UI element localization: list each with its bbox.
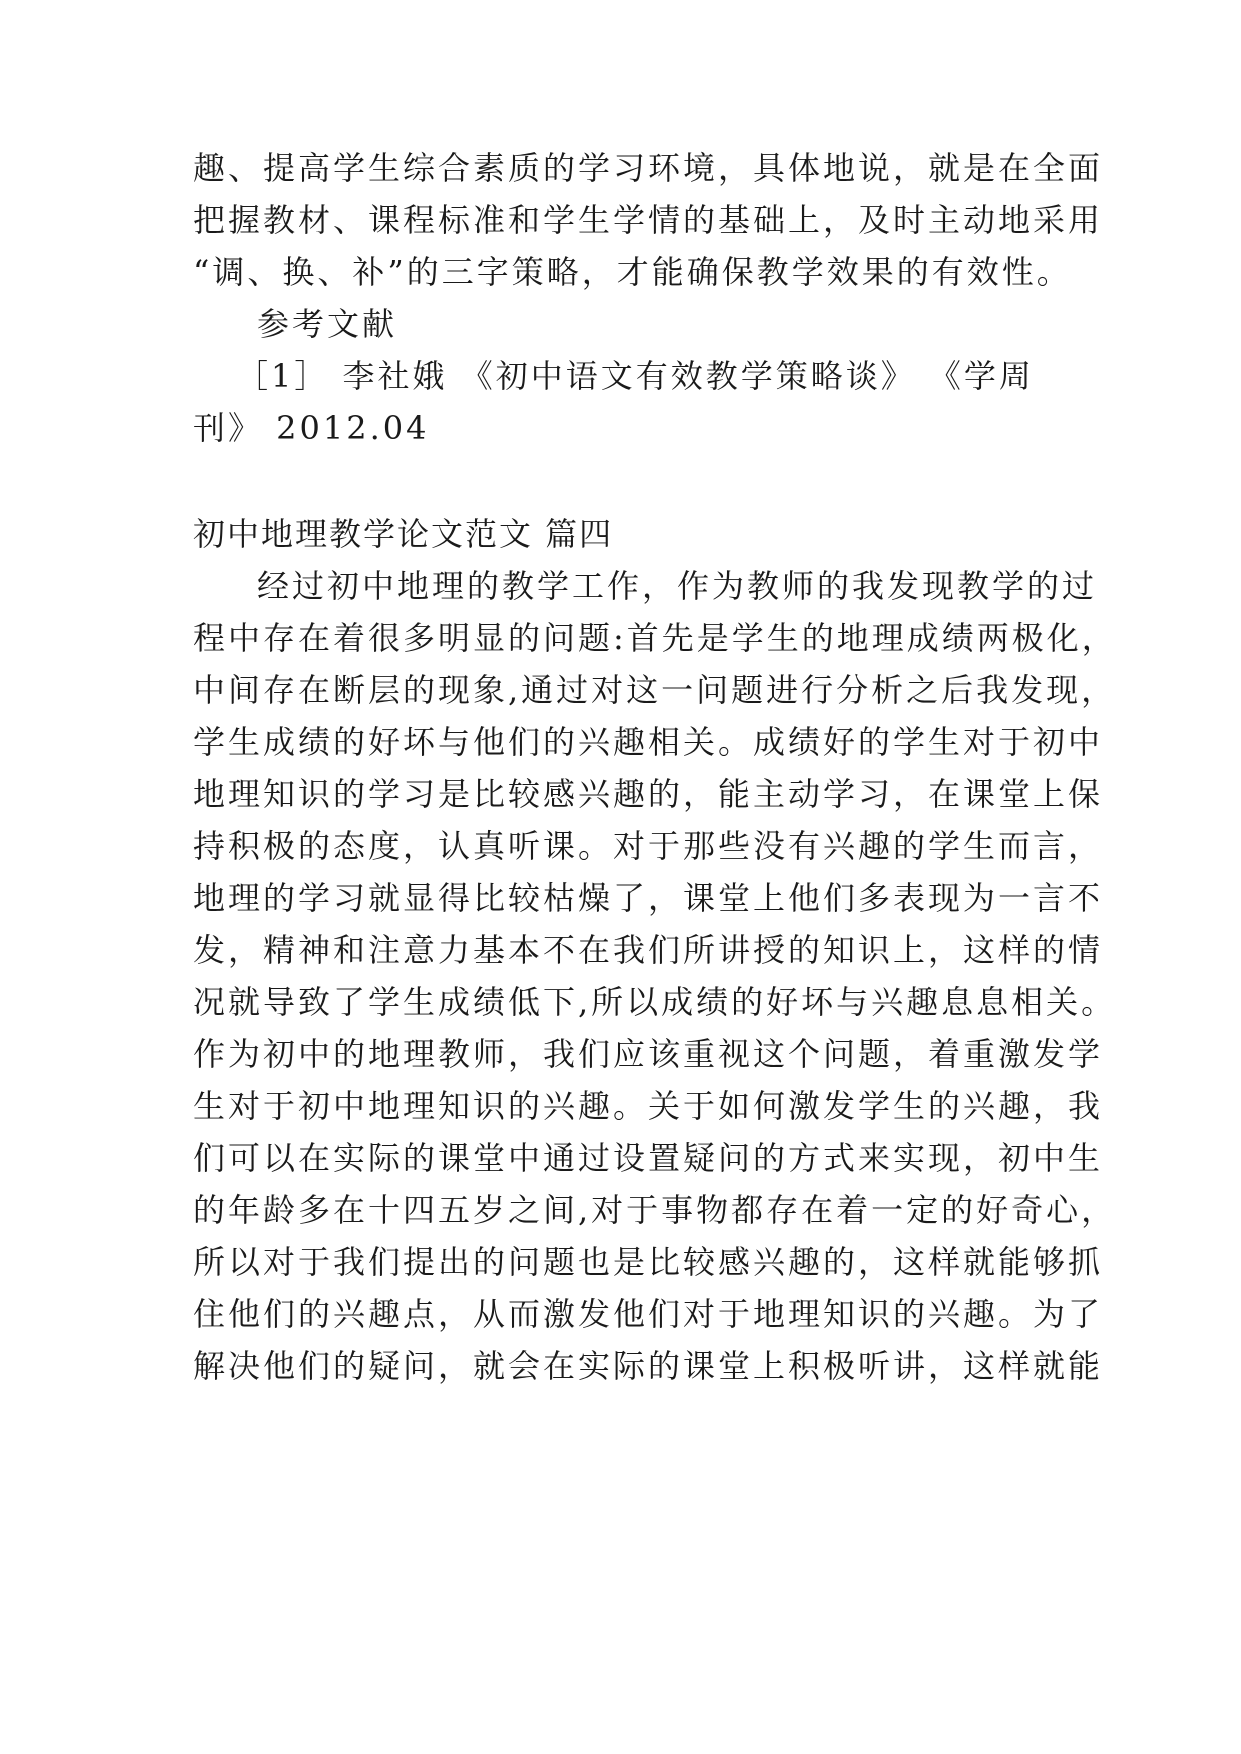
body-text-line: 所以对于我们提出的问题也是比较感兴趣的，这样就能够抓 (193, 1243, 1104, 1281)
section-title: 初中地理教学论文范文 篇四 (193, 515, 614, 553)
body-text-line: 学生成绩的好坏与他们的兴趣相关。成绩好的学生对于初中 (193, 723, 1104, 761)
body-text-line: 生对于初中地理知识的兴趣。关于如何激发学生的兴趣，我 (193, 1087, 1104, 1125)
body-text-line: 地理知识的学习是比较感兴趣的，能主动学习，在课堂上保 (193, 775, 1104, 813)
references-heading: 参考文献 (257, 305, 398, 343)
reference-entry: ［1］ 李社娥 《初中语文有效教学策略谈》 《学周 (236, 357, 1034, 395)
body-text-line: 把握教材、课程标准和学生学情的基础上，及时主动地采用 (193, 201, 1104, 239)
body-text-line: 解决他们的疑问，就会在实际的课堂上积极听讲，这样就能 (193, 1347, 1104, 1385)
body-text-line: 地理的学习就显得比较枯燥了，课堂上他们多表现为一言不 (193, 879, 1104, 917)
body-text-line: 的年龄多在十四五岁之间,对于事物都存在着一定的好奇心， (193, 1191, 1117, 1229)
reference-entry-continued: 刊》 2012.04 (193, 409, 430, 447)
body-text-line: 发，精神和注意力基本不在我们所讲授的知识上，这样的情 (193, 931, 1104, 969)
body-text-line: 程中存在着很多明显的问题:首先是学生的地理成绩两极化， (193, 619, 1117, 657)
body-text-line: “调、换、补”的三字策略，才能确保教学效果的有效性。 (193, 253, 1072, 291)
body-text-line: 趣、提高学生综合素质的学习环境，具体地说，就是在全面 (193, 149, 1104, 187)
body-text-line: 持积极的态度，认真听课。对于那些没有兴趣的学生而言， (193, 827, 1104, 865)
body-text-line: 经过初中地理的教学工作，作为教师的我发现教学的过 (257, 567, 1098, 605)
body-text-line: 住他们的兴趣点，从而激发他们对于地理知识的兴趣。为了 (193, 1295, 1104, 1333)
body-text-line: 们可以在实际的课堂中通过设置疑问的方式来实现，初中生 (193, 1139, 1104, 1177)
body-text-line: 况就导致了学生成绩低下,所以成绩的好坏与兴趣息息相关。 (193, 983, 1117, 1021)
body-text-line: 作为初中的地理教师，我们应该重视这个问题，着重激发学 (193, 1035, 1104, 1073)
body-text-line: 中间存在断层的现象,通过对这一问题进行分析之后我发现， (193, 671, 1117, 709)
